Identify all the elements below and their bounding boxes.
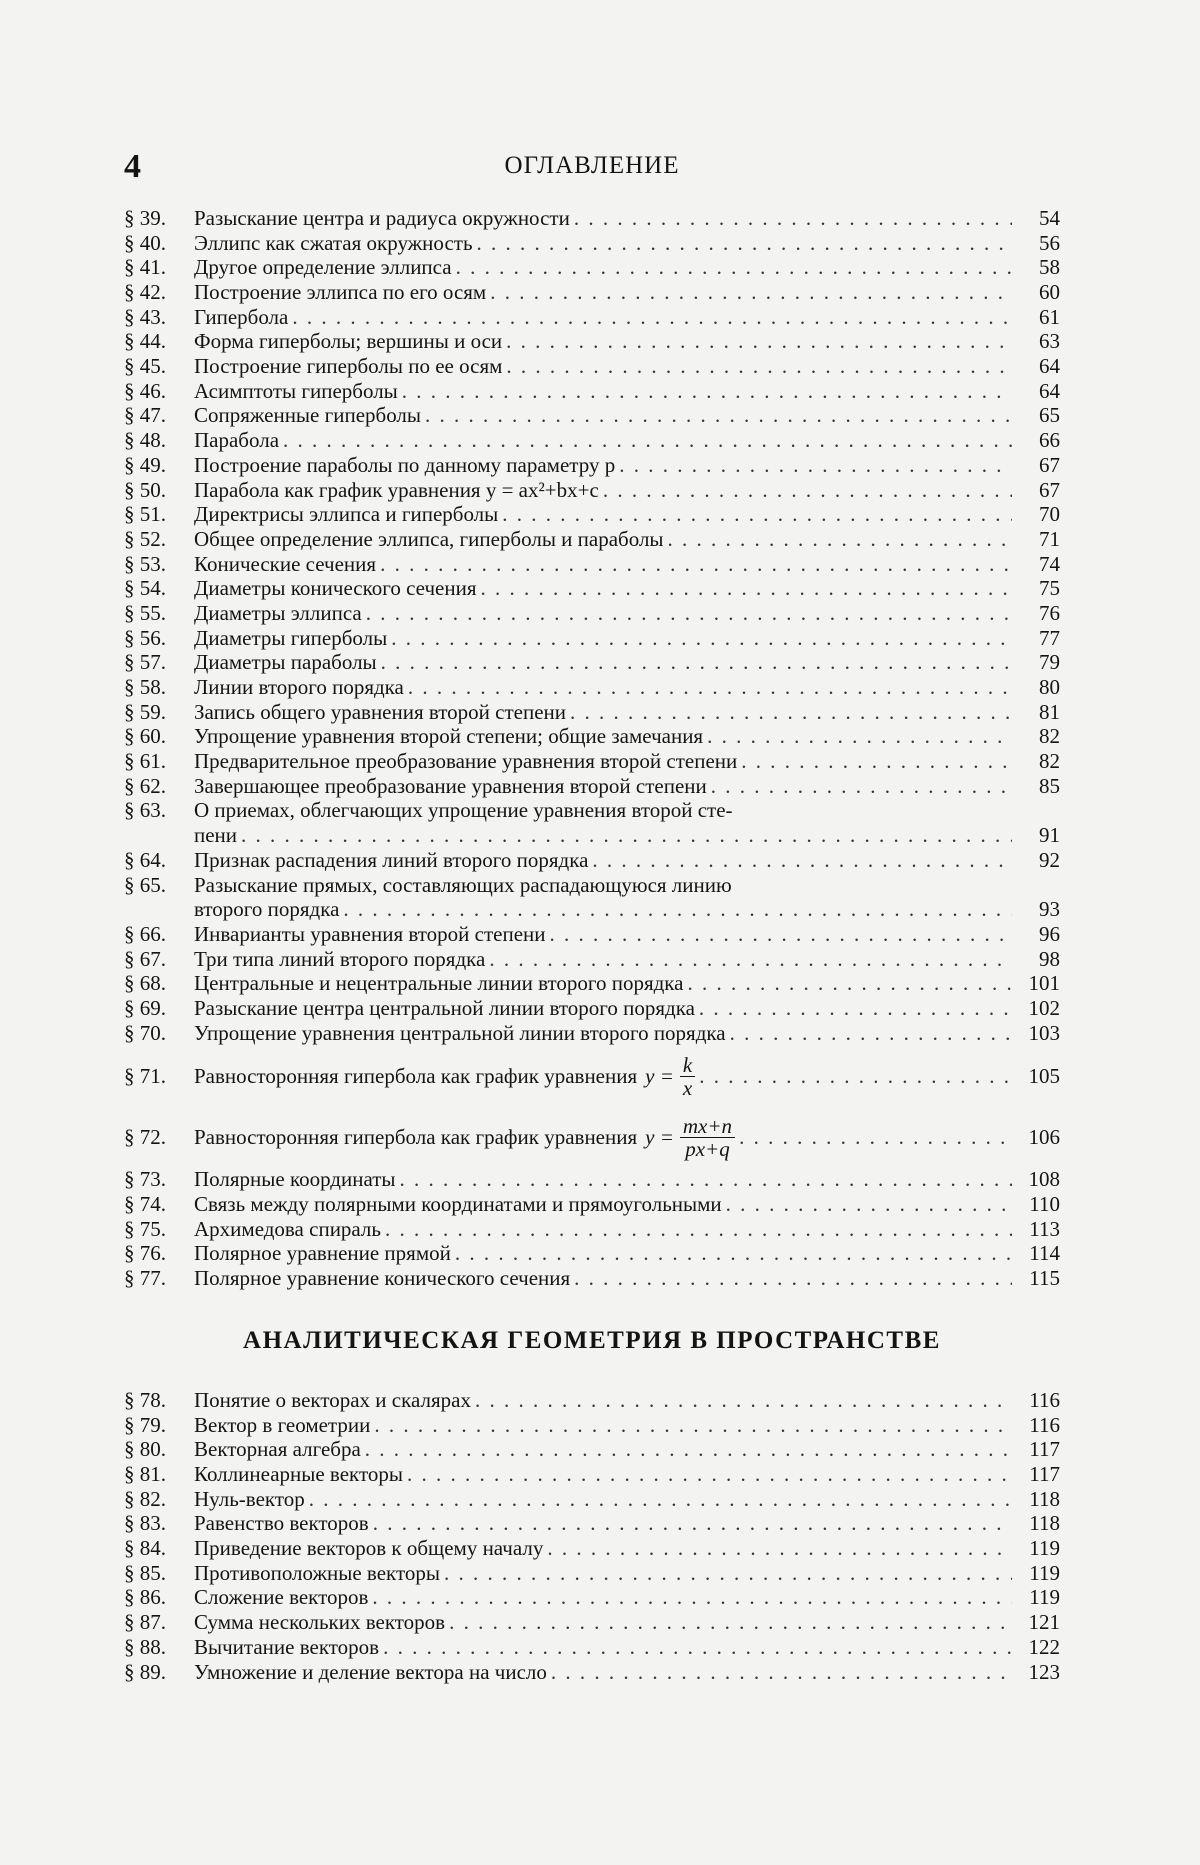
toc-entry-line	[124, 873, 1060, 898]
toc-entry	[124, 1266, 1060, 1291]
page-ref: 119	[1029, 1560, 1060, 1585]
page-ref: 63	[1039, 329, 1060, 354]
section-number: § 89.	[124, 1659, 166, 1684]
dot-leader	[385, 1217, 1012, 1242]
dot-leader	[711, 774, 1012, 799]
page-ref: 122	[1028, 1634, 1060, 1659]
section-title: Парабола как график уравнения y = ax²+bx+c	[194, 477, 599, 502]
section-number: § 53.	[124, 551, 166, 576]
toc-entry-line	[124, 897, 1060, 922]
dot-leader	[408, 675, 1012, 700]
section-number: § 62.	[124, 773, 166, 798]
page-ref: 119	[1029, 1585, 1060, 1610]
section-number: § 52.	[124, 526, 166, 551]
toc-entry	[124, 305, 1060, 330]
section-title: Общее определение эллипса, гиперболы и параболы	[194, 526, 664, 551]
section-number: § 40.	[124, 230, 166, 255]
section-title: Асимптоты гиперболы	[194, 378, 398, 403]
page-ref: 116	[1029, 1412, 1060, 1437]
toc-entry	[124, 379, 1060, 404]
page-ref: 116	[1029, 1387, 1060, 1412]
page-ref: 108	[1028, 1167, 1060, 1192]
dot-leader	[739, 1125, 1012, 1150]
dot-leader	[381, 650, 1012, 675]
toc-entry	[124, 1610, 1060, 1635]
dot-leader	[547, 1536, 1012, 1561]
toc-entry	[124, 576, 1060, 601]
page-number: 4	[124, 148, 141, 185]
section-number: § 83.	[124, 1511, 166, 1536]
dot-leader	[551, 1660, 1012, 1685]
toc-entry	[124, 1511, 1060, 1536]
section-number: § 81.	[124, 1462, 166, 1487]
section-title: Полярное уравнение прямой	[194, 1241, 451, 1266]
fraction-denominator: px+q	[685, 1136, 730, 1161]
section-title: Диаметры гиперболы	[194, 625, 388, 650]
toc-group-formulas	[124, 1045, 1060, 1167]
section-title: Равенство векторов	[194, 1511, 369, 1536]
toc-entry-formula	[124, 1107, 1060, 1167]
page-ref: 76	[1039, 600, 1060, 625]
toc-entry	[124, 1217, 1060, 1242]
fraction-numerator: mx+n	[680, 1115, 735, 1138]
section-number: § 74.	[124, 1192, 166, 1217]
dot-leader	[726, 1192, 1012, 1217]
toc-entry	[124, 774, 1060, 799]
toc-entry	[124, 527, 1060, 552]
section-number: § 48.	[124, 428, 166, 453]
dot-leader	[707, 724, 1012, 749]
section-title: Архимедова спираль	[194, 1216, 381, 1241]
page-ref: 103	[1028, 1020, 1060, 1045]
page-ref: 118	[1029, 1511, 1060, 1536]
dot-leader	[343, 897, 1012, 922]
section-number: § 47.	[124, 403, 166, 428]
section-title: Запись общего уравнения второй степени	[194, 699, 567, 724]
toc-entry	[124, 280, 1060, 305]
section-number: § 43.	[124, 304, 166, 329]
dot-leader	[699, 1064, 1012, 1089]
section-number: § 59.	[124, 699, 166, 724]
toc-entry	[124, 1192, 1060, 1217]
toc-entry	[124, 971, 1060, 996]
toc-entry	[124, 255, 1060, 280]
section-title: Диаметры конического сечения	[194, 576, 477, 601]
section-number: § 78.	[124, 1387, 166, 1412]
section-title: Связь между полярными координатами и прямоугольными	[194, 1192, 722, 1217]
section-number: § 77.	[124, 1266, 166, 1291]
dot-leader	[456, 255, 1012, 280]
dot-leader	[373, 1511, 1012, 1536]
section-title: Вычитание векторов	[194, 1634, 380, 1659]
section-title: Вектор в геометрии	[194, 1412, 371, 1437]
section-title: Нуль-вектор	[194, 1486, 305, 1511]
dot-leader	[455, 1241, 1012, 1266]
dot-leader	[502, 502, 1012, 527]
equation-lhs: y =	[645, 1124, 674, 1149]
page-ref: 79	[1039, 650, 1060, 675]
dot-leader	[619, 453, 1012, 478]
dot-leader	[407, 1462, 1012, 1487]
page-ref: 58	[1039, 255, 1060, 280]
toc-entry-formula	[124, 1045, 1060, 1107]
section-title: Инварианты уравнения второй степени	[194, 921, 546, 946]
toc-entry	[124, 799, 1060, 848]
section-number: § 76.	[124, 1241, 166, 1266]
toc-entry	[124, 1462, 1060, 1487]
section-title: Завершающее преобразование уравнения второй степени	[194, 773, 707, 798]
page-ref: 118	[1029, 1486, 1060, 1511]
section-title-continued: второго порядка	[194, 897, 340, 922]
dot-leader	[292, 305, 1012, 330]
section-number: § 44.	[124, 329, 166, 354]
section-number: § 73.	[124, 1167, 166, 1192]
dot-leader	[481, 576, 1013, 601]
dot-leader	[477, 231, 1012, 256]
toc-entry	[124, 1167, 1060, 1192]
dot-leader	[402, 379, 1012, 404]
toc-entry	[124, 947, 1060, 972]
page-ref: 67	[1039, 477, 1060, 502]
section-title: Гипербола	[194, 304, 289, 329]
page-ref: 81	[1039, 699, 1060, 724]
section-title: Умножение и деление вектора на число	[194, 1659, 547, 1684]
section-number: § 71.	[124, 1063, 166, 1088]
toc-entry-line	[124, 799, 1060, 824]
page-ref: 115	[1029, 1266, 1060, 1291]
page-ref: 121	[1028, 1610, 1060, 1635]
section-number: § 68.	[124, 971, 166, 996]
page-ref: 105	[1028, 1063, 1060, 1088]
toc-group-polar	[124, 1167, 1060, 1290]
section-number: § 79.	[124, 1412, 166, 1437]
running-title: ОГЛАВЛЕНИЕ	[504, 152, 680, 179]
section-title: Разыскание центра и радиуса окружности	[194, 205, 570, 230]
equation-lhs: y =	[645, 1063, 674, 1088]
page-ref: 67	[1039, 452, 1060, 477]
dot-leader	[283, 428, 1012, 453]
section-title: Сумма нескольких векторов	[194, 1610, 446, 1635]
toc-entry	[124, 1561, 1060, 1586]
section-title: Диаметры параболы	[194, 650, 377, 675]
dot-leader	[380, 552, 1012, 577]
toc-entry	[124, 650, 1060, 675]
page-ref: 82	[1039, 724, 1060, 749]
section-title: Разыскание центра центральной линии второго порядка	[194, 995, 695, 1020]
page-ref: 91	[1039, 823, 1060, 848]
section-number: § 69.	[124, 995, 166, 1020]
section-title: Разыскание прямых, составляющих распадающуюся линию	[194, 872, 732, 897]
page-ref: 56	[1039, 230, 1060, 255]
toc-entry	[124, 675, 1060, 700]
section-title: Эллипс как сжатая окружность	[194, 230, 473, 255]
toc-entry	[124, 1487, 1060, 1512]
dot-leader	[241, 823, 1012, 848]
fraction	[680, 1054, 695, 1099]
dot-leader	[741, 749, 1012, 774]
toc-entry	[124, 1413, 1060, 1438]
section-title: Диаметры эллипса	[194, 600, 362, 625]
section-number: § 42.	[124, 280, 166, 305]
page-ref: 60	[1039, 280, 1060, 305]
toc-group-plane	[124, 206, 1060, 1045]
toc-entry	[124, 1437, 1060, 1462]
page-ref: 101	[1028, 971, 1060, 996]
toc-entry	[124, 1388, 1060, 1413]
section-number: § 63.	[124, 798, 166, 823]
dot-leader	[365, 1437, 1012, 1462]
section-title: Равносторонняя гипербола как график уравнения	[194, 1124, 638, 1149]
page-ref: 117	[1029, 1462, 1060, 1487]
section-title: Векторная алгебра	[194, 1437, 361, 1462]
dot-leader	[372, 1585, 1012, 1610]
table-of-contents	[124, 206, 1060, 1291]
fraction	[680, 1115, 735, 1160]
toc-entry	[124, 1021, 1060, 1046]
page-ref: 102	[1028, 995, 1060, 1020]
section-title: Равносторонняя гипербола как график уравнения	[194, 1063, 638, 1088]
toc-entry	[124, 848, 1060, 873]
section-title: Коллинеарные векторы	[194, 1462, 403, 1487]
dot-leader	[391, 626, 1012, 651]
toc-entry	[124, 329, 1060, 354]
toc-entry	[124, 724, 1060, 749]
dot-leader	[490, 280, 1012, 305]
page-ref: 65	[1039, 403, 1060, 428]
page-ref: 77	[1039, 625, 1060, 650]
toc-entry	[124, 1660, 1060, 1685]
section-number: § 49.	[124, 452, 166, 477]
toc-entry	[124, 996, 1060, 1021]
section-number: § 46.	[124, 378, 166, 403]
page-ref: 92	[1039, 847, 1060, 872]
dot-leader	[475, 1388, 1012, 1413]
toc-entry	[124, 453, 1060, 478]
section-number: § 67.	[124, 946, 166, 971]
page-ref: 75	[1039, 576, 1060, 601]
section-title: Приведение векторов к общему началу	[194, 1536, 544, 1561]
section-title: Форма гиперболы; вершины и оси	[194, 329, 503, 354]
section-number: § 45.	[124, 354, 166, 379]
dot-leader	[570, 700, 1012, 725]
page-ref: 74	[1039, 551, 1060, 576]
toc-entry	[124, 428, 1060, 453]
dot-leader	[550, 922, 1012, 947]
section-title: Признак распадения линий второго порядка	[194, 847, 589, 872]
toc-entry	[124, 1586, 1060, 1611]
toc-entry	[124, 1635, 1060, 1660]
section-number: § 72.	[124, 1124, 166, 1149]
section-title: Построение эллипса по его осям	[194, 280, 487, 305]
section-number: § 70.	[124, 1020, 166, 1045]
section-title: Понятие о векторах и скалярах	[194, 1387, 471, 1412]
dot-leader	[574, 206, 1012, 231]
section-number: § 58.	[124, 675, 166, 700]
page-ref: 106	[1028, 1124, 1060, 1149]
page-ref: 119	[1029, 1536, 1060, 1561]
section-number: § 51.	[124, 502, 166, 527]
section-number: § 41.	[124, 255, 166, 280]
section-number: § 88.	[124, 1634, 166, 1659]
section-number: § 64.	[124, 847, 166, 872]
page-ref: 64	[1039, 378, 1060, 403]
section-title: Три типа линий второго порядка	[194, 946, 486, 971]
section-title: Полярное уравнение конического сечения	[194, 1266, 571, 1291]
section-number: § 84.	[124, 1536, 166, 1561]
dot-leader	[730, 1021, 1012, 1046]
section-number: § 39.	[124, 205, 166, 230]
section-title: Построение параболы по данному параметру p	[194, 452, 616, 477]
toc-group-vectors	[124, 1388, 1060, 1684]
section-number: § 87.	[124, 1610, 166, 1635]
page-ref: 96	[1039, 921, 1060, 946]
dot-leader	[449, 1610, 1012, 1635]
section-title: Директрисы эллипса и гиперболы	[194, 502, 499, 527]
page-ref: 82	[1039, 749, 1060, 774]
section-title: Построение гиперболы по ее осям	[194, 354, 503, 379]
dot-leader	[444, 1561, 1012, 1586]
page-ref: 64	[1039, 354, 1060, 379]
toc-entry	[124, 873, 1060, 922]
section-title: Предварительное преобразование уравнения второй степени	[194, 749, 738, 774]
page-ref: 85	[1039, 773, 1060, 798]
page-ref: 70	[1039, 502, 1060, 527]
toc-entry	[124, 626, 1060, 651]
dot-leader	[374, 1413, 1012, 1438]
section-title: Конические сечения	[194, 551, 377, 576]
toc-entry	[124, 1241, 1060, 1266]
section-number: § 66.	[124, 921, 166, 946]
section-title: Сопряженные гиперболы	[194, 403, 422, 428]
section-number: § 50.	[124, 477, 166, 502]
toc-entry	[124, 922, 1060, 947]
dot-leader	[366, 601, 1012, 626]
section-number: § 56.	[124, 625, 166, 650]
toc-entry-line	[124, 823, 1060, 848]
toc-entry	[124, 478, 1060, 503]
page-ref: 123	[1028, 1659, 1060, 1684]
page-ref: 114	[1029, 1241, 1060, 1266]
section-number: § 60.	[124, 724, 166, 749]
section-number: § 86.	[124, 1585, 166, 1610]
dot-leader	[383, 1635, 1012, 1660]
dot-leader	[603, 478, 1012, 503]
dot-leader	[592, 848, 1012, 873]
toc-entry	[124, 206, 1060, 231]
toc-entry	[124, 1536, 1060, 1561]
dot-leader	[688, 971, 1012, 996]
section-number: § 57.	[124, 650, 166, 675]
section-title: Центральные и нецентральные линии второго порядка	[194, 971, 684, 996]
dot-leader	[506, 354, 1012, 379]
dot-leader	[668, 527, 1012, 552]
section-number: § 75.	[124, 1216, 166, 1241]
page-ref: 71	[1039, 526, 1060, 551]
fraction-denominator: x	[682, 1075, 693, 1100]
section-title: Упрощение уравнения центральной линии второго порядка	[194, 1020, 726, 1045]
section-title: Другое определение эллипса	[194, 255, 452, 280]
page-ref: 98	[1039, 946, 1060, 971]
section-title: О приемах, облегчающих упрощение уравнения второй сте-	[194, 798, 733, 823]
section-title: Противоположные векторы	[194, 1560, 440, 1585]
section-title: Упрощение уравнения второй степени; общие замечания	[194, 724, 704, 749]
section-title-continued: пени	[194, 823, 238, 848]
toc-entry	[124, 231, 1060, 256]
section-heading: АНАЛИТИЧЕСКАЯ ГЕОМЕТРИЯ В ПРОСТРАНСТВЕ	[243, 1327, 941, 1354]
toc-entry	[124, 700, 1060, 725]
page-ref: 110	[1029, 1192, 1060, 1217]
toc-entry	[124, 502, 1060, 527]
fraction-numerator: k	[680, 1054, 695, 1077]
page-ref: 54	[1039, 205, 1060, 230]
section-number: § 85.	[124, 1560, 166, 1585]
page-ref: 61	[1039, 304, 1060, 329]
section-title: Сложение векторов	[194, 1585, 369, 1610]
dot-leader	[425, 403, 1012, 428]
page-ref: 80	[1039, 675, 1060, 700]
section-number: § 80.	[124, 1437, 166, 1462]
toc-entry	[124, 601, 1060, 626]
section-number: § 82.	[124, 1486, 166, 1511]
toc-entry	[124, 354, 1060, 379]
page-ref: 113	[1029, 1216, 1060, 1241]
dot-leader	[574, 1266, 1012, 1291]
page-ref: 66	[1039, 428, 1060, 453]
page-ref: 93	[1039, 897, 1060, 922]
page-header	[124, 148, 1060, 188]
dot-leader	[400, 1167, 1012, 1192]
dot-leader	[699, 996, 1012, 1021]
section-title: Полярные координаты	[194, 1167, 396, 1192]
section-number: § 55.	[124, 600, 166, 625]
toc-entry	[124, 404, 1060, 429]
section-number: § 65.	[124, 872, 166, 897]
section-title: Линии второго порядка	[194, 675, 404, 700]
toc-entry	[124, 552, 1060, 577]
toc-entry	[124, 749, 1060, 774]
section-number: § 61.	[124, 749, 166, 774]
dot-leader	[309, 1487, 1012, 1512]
dot-leader	[506, 329, 1012, 354]
section-number: § 54.	[124, 576, 166, 601]
dot-leader	[489, 947, 1012, 972]
page-ref: 117	[1029, 1437, 1060, 1462]
section-title: Парабола	[194, 428, 280, 453]
table-of-contents-space	[124, 1388, 1060, 1684]
